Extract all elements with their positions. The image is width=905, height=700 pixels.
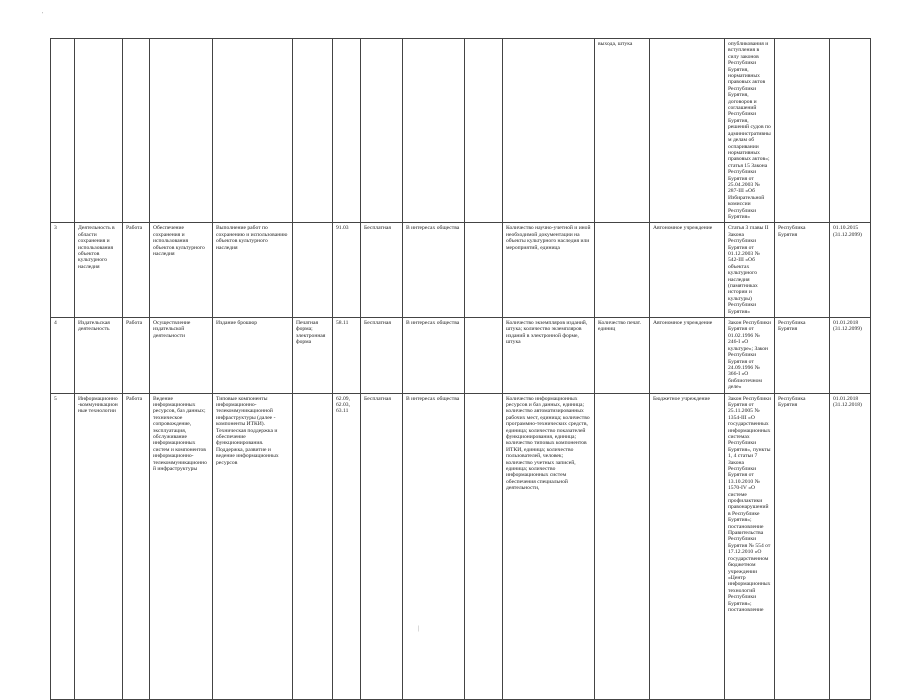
cell-indicator-text: Количество информационных ресурсов и баз данных, единица; количество автоматизированных рабочих мест, единица; количество программно-технических средств, единица; количество показателей функционирования, единица; количество типовых компонентов ИТКИ, единица; количество пользователей, человек; количество учетных записей, единица; количество информационных систем обеспечения специальной деятельности, [506,395,590,492]
cell-institution [650,39,725,223]
cell-activity-text: Издательская деятельность [78,320,110,333]
cell-dates [830,393,871,699]
cell-basis-text: опубликования и вступления в силу законов Республики Бурятия, нормативных правовых актов Республики Бурятия, договоров и соглашений Республики Бурятия, решений судов по административным делам об оспаривании нормативных правовых актов»; статья 15 Закона Республики Бурятия от 25.04.2003 № 287-III «Об Избирательной комиссии Республики Бурятия» [728,41,771,220]
cell-interest-text: В интересах общества [406,320,460,327]
cell-service-text: Типовые компоненты информационно-телекоммуникационной инфраструктуры (далее - компоненты ИТКИ). Техническая поддержка и обеспечение функционирования. Поддержка, развитие и ведение информационных ресурсов [216,395,279,466]
cell-okved-text: 91.03 [336,225,349,232]
cell-dates-text: 01.01.2018 (31.12.2018) [833,395,862,408]
cell-institution [650,393,725,699]
cell-basis-text: Закон Республики Бурятия от 01.02.1996 № 246-I «О культуре»; Закон Республики Бурятия от 24.09.1996 № 366-I «О библиотечном деле» [728,320,771,391]
cell-dates-text: 01.01.2018 (31.12.2099) [833,320,862,333]
cell-interest [403,39,465,223]
cell-interest-text: В интересах общества [406,395,460,402]
cell-unit [595,318,650,393]
table-row [51,318,871,393]
cell-okved [333,39,361,223]
cell-fee [361,39,403,223]
cell-authority-text: Республика Бурятия [778,395,806,408]
cell-num-text: 3 [54,225,57,232]
cell-institution-text: Бюджетное учреждение [653,395,710,402]
cell-okved [333,223,361,318]
cell-dates [830,223,871,318]
cell-content-text: Осуществление издательской деятельности [153,320,191,339]
cell-authority-text: Республика Бурятия [778,320,806,333]
cell-dates-text: 01.10.2015 (31.12.2099) [833,225,862,238]
table-row [51,223,871,318]
scan-mark-bottom: | [418,626,420,632]
cell-institution-text: Автономное учреждение [653,225,713,232]
cell-interest [403,393,465,699]
cell-unit [595,223,650,318]
cell-type-text: Работа [126,225,143,232]
cell-authority [775,39,830,223]
cell-content [150,39,213,223]
cell-service-text: Выполнение работ по сохранению и использованию объектов культурного наследия [216,225,288,251]
cell-basis [725,393,775,699]
cell-activity-text: Деятельность в области сохранения и использования объектов культурного наследия [78,225,115,270]
cell-okved-text: 58.11 [336,320,349,327]
cell-indicator [503,39,595,223]
cell-activity-text: Информационно-коммуникационные технологии [78,395,118,415]
cell-form [293,318,333,393]
cell-type-text: Работа [126,320,143,327]
cell-dates [830,39,871,223]
cell-fee [361,393,403,699]
cell-basis [725,318,775,393]
cell-service-text: Издание брошюр [216,320,258,327]
cell-basis-text: Закон Республики Бурятия от 25.11.2005 № 1354-III «О государственных информационных системах Республики Бурятия», пункты 1, 4 статьи 7 Закона Республики Бурятия от 13.10.2010 № 1570-IV «О системе профилактики правонарушений в Республике Бурятия»; постановление Правительства Республики Бурятия № 554 от 17.12.2010 «О государственном бюджетном учреждении «Центр информационных технологий Республики Бурятия»; постановление [728,395,771,613]
cell-institution [650,223,725,318]
cell-form [293,393,333,699]
services-registry-table [50,38,871,700]
cell-unit [595,39,650,223]
cell-dates [830,318,871,393]
cell-type [123,393,150,699]
cell-service [213,223,293,318]
cell-authority-text: Республика Бурятия [778,225,806,238]
scan-mark-top: ' [42,12,44,18]
cell-content [150,318,213,393]
cell-service [213,393,293,699]
cell-blank [465,318,503,393]
cell-okved [333,393,361,699]
cell-institution-text: Автономное учреждение [653,320,713,327]
cell-fee-text: Бесплатная [364,225,391,232]
cell-num [51,39,75,223]
cell-interest [403,223,465,318]
cell-fee [361,318,403,393]
cell-content [150,223,213,318]
cell-num [51,393,75,699]
cell-num-text: 5 [54,395,57,402]
cell-indicator-text: Количество экземпляров изданий, штука; количество экземпляров изданий в электронной форме, штука [506,320,588,346]
cell-indicator-text: Количество научно-учетной и иной необходимой документации на объекты культурного наследия или мероприятий, единица [506,225,591,251]
cell-type [123,318,150,393]
table-row [51,39,871,223]
cell-form [293,39,333,223]
cell-num [51,318,75,393]
cell-institution [650,318,725,393]
cell-num-text: 4 [54,320,57,327]
cell-blank [465,39,503,223]
cell-num [51,223,75,318]
cell-okved [333,318,361,393]
cell-content-text: Ведение информационных ресурсов, баз данных; техническое сопровождение, эксплуатация, обслуживание информационных систем и компонентов информационно-телекоммуникационной инфраструктуры [153,395,207,472]
cell-basis-text: Статья 3 главы II Закона Республики Бурятия от 01.12.2003 № 542-III «Об объектах культурного наследия (памятниках истории и культуры) Республики Бурятия» [728,225,769,315]
cell-type [123,223,150,318]
cell-service [213,39,293,223]
cell-activity [75,393,123,699]
cell-type [123,39,150,223]
cell-activity [75,39,123,223]
cell-indicator [503,318,595,393]
cell-blank [465,223,503,318]
cell-content-text: Обеспечение сохранения и использования объектов культурного наследия [153,225,205,257]
cell-okved-text: 62.09, 62.03, 63.11 [336,395,350,415]
cell-form [293,223,333,318]
cell-basis [725,223,775,318]
cell-activity [75,318,123,393]
cell-service [213,318,293,393]
cell-fee [361,223,403,318]
cell-interest-text: В интересах общества [406,225,460,232]
cell-unit-text: Количество печат. единиц [598,320,642,333]
cell-indicator [503,223,595,318]
cell-interest [403,318,465,393]
cell-form-text: Печатная форма; электронная форма [296,320,326,346]
cell-unit-text: выхода, штука [598,41,633,47]
cell-type-text: Работа [126,395,143,402]
cell-authority [775,393,830,699]
cell-fee-text: Бесплатная [364,320,391,327]
table-row [51,393,871,699]
cell-indicator [503,393,595,699]
cell-authority [775,223,830,318]
cell-blank [465,393,503,699]
cell-content [150,393,213,699]
cell-authority [775,318,830,393]
cell-unit [595,393,650,699]
cell-fee-text: Бесплатная [364,395,391,402]
cell-activity [75,223,123,318]
cell-basis [725,39,775,223]
